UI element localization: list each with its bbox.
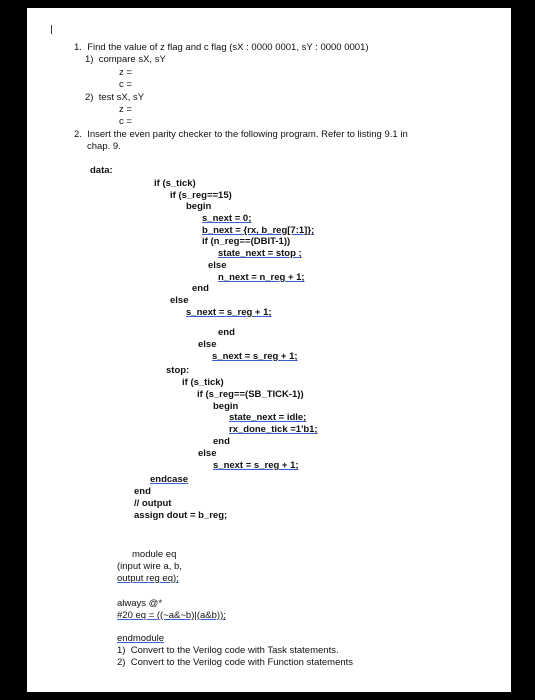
q1-title: 1. Find the value of z flag and c flag (sX : 0000 0001, sY : 0000 0001) [74, 42, 369, 53]
code-line: stop: [166, 365, 190, 376]
code-line: if (s_reg==15) [170, 190, 232, 201]
document-page [27, 8, 511, 692]
code-line: s_next = s_reg + 1; [213, 460, 299, 471]
q1-z2: z = [119, 104, 132, 115]
code-line: begin [186, 201, 212, 212]
code-line: assign dout = b_reg; [134, 510, 228, 521]
code-line: else [198, 339, 217, 350]
code-line: s_next = 0; [202, 213, 252, 224]
module-line: #20 eq = ((~a&~b)|(a&b)); [117, 610, 226, 621]
code-line: n_next = n_reg + 1; [218, 272, 305, 283]
module-line: module eq [132, 549, 177, 560]
code-line: // output [134, 498, 172, 509]
code-line: if (n_reg==(DBIT-1)) [202, 236, 291, 247]
task-instruction: 1) Convert to the Verilog code with Task statements. [117, 645, 339, 656]
code-line: end [213, 436, 230, 447]
q2-line2: chap. 9. [87, 141, 121, 152]
code-line: s_next = s_reg + 1; [212, 351, 298, 362]
code-line: else [208, 260, 227, 271]
code-line: end [218, 327, 235, 338]
module-line: always @* [117, 598, 163, 609]
module-line: endmodule [117, 633, 165, 644]
function-instruction: 2) Convert to the Verilog code with Function statements [117, 657, 354, 668]
module-line: output reg eq); [117, 573, 179, 584]
module-line: (input wire a, b, [117, 561, 182, 572]
text-cursor [51, 25, 52, 34]
code-line: b_next = {rx, b_reg[7:1]}; [202, 225, 315, 236]
code-line: else [170, 295, 189, 306]
code-line: state_next = stop ; [218, 248, 302, 259]
code-line: begin [213, 401, 239, 412]
code-line: else [198, 448, 217, 459]
code-line: data: [90, 165, 113, 176]
q1-c1: c = [119, 79, 132, 90]
code-line: if (s_tick) [182, 377, 224, 388]
q1-z1: z = [119, 67, 132, 78]
code-line: endcase [150, 474, 189, 485]
code-line: if (s_reg==(SB_TICK-1)) [197, 389, 304, 400]
q1-test: 2) test sX, sY [85, 92, 145, 103]
code-line: end [134, 486, 151, 497]
code-line: end [192, 283, 209, 294]
q2-line1: 2. Insert the even parity checker to the following program. Refer to listing 9.1 in [74, 129, 408, 140]
code-line: if (s_tick) [154, 178, 196, 189]
code-line: rx_done_tick =1'b1; [229, 424, 318, 435]
q1-compare: 1) compare sX, sY [85, 54, 166, 65]
q1-c2: c = [119, 116, 132, 127]
code-line: s_next = s_reg + 1; [186, 307, 272, 318]
code-line: state_next = idle; [229, 412, 307, 423]
